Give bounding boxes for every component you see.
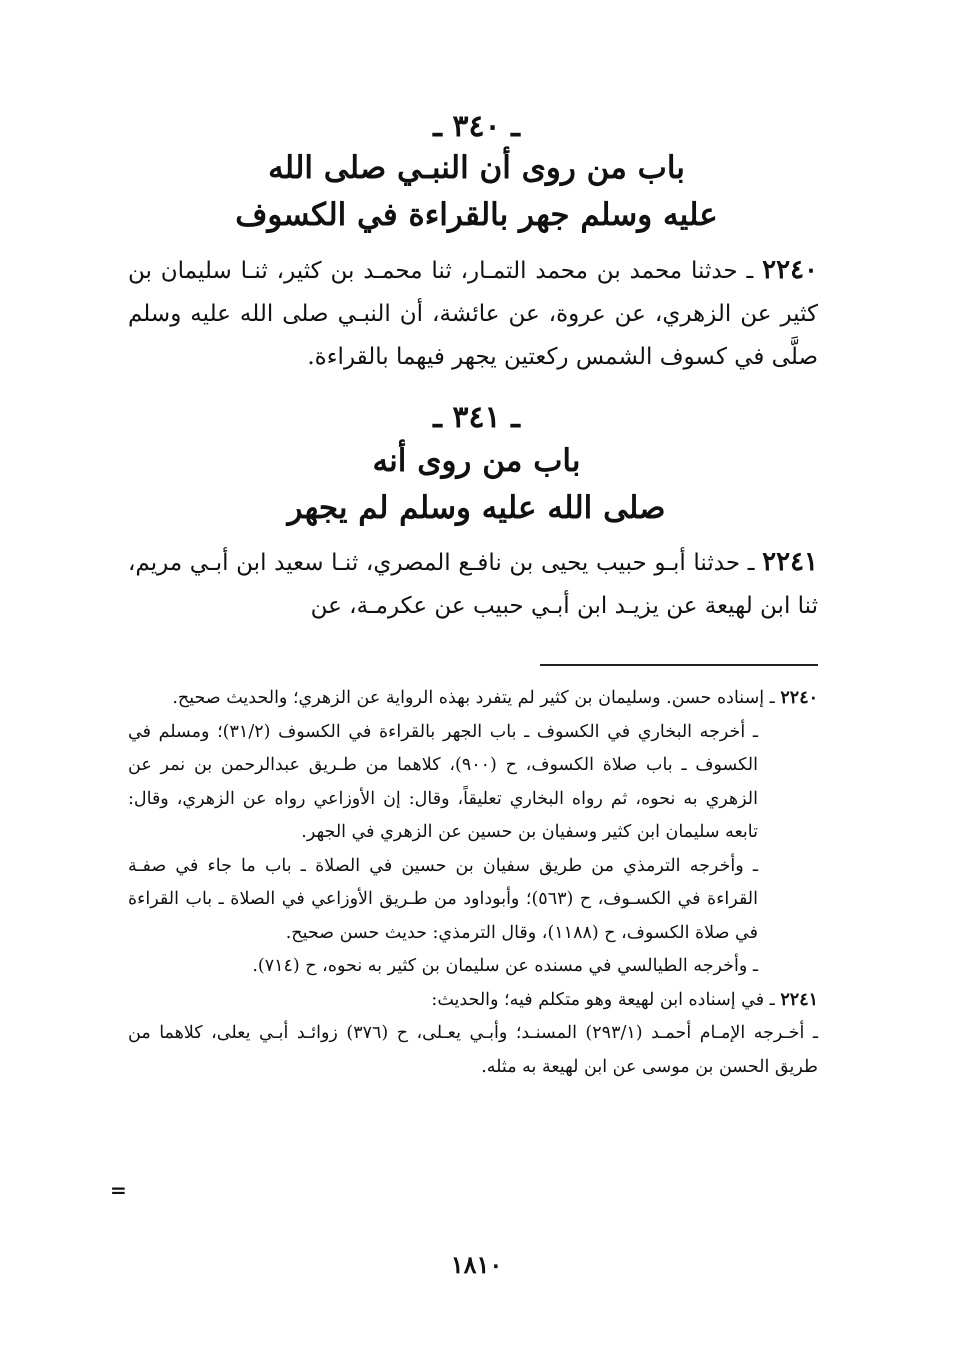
continuation-mark: = <box>110 1178 127 1202</box>
page-number: ١٨١٠ <box>450 1250 503 1279</box>
section-number: ـ ٣٤١ ـ <box>433 400 520 435</box>
footnote-text: ـ أخرجه البخاري في الكسوف ـ باب الجهر بالقراءة في الكسوف (٣١/٢)؛ ومسلم في الكسوف ـ باب صلاة الكسوف، ح (٩٠٠)، كلاهما من طـريق عبدالرحمن بن نمر عن الزهري به نحوه، ثم رواه البخاري تعليقاً، وقال: إن الأوزاعي رواه عن الزهري، وقال: تابعه سليمان ابن كثير وسفيان بن حسين عن الزهري في الجهر. <box>128 721 758 842</box>
footnote-text: ـ وأخرجه الترمذي من طريق سفيان بن حسين في الصلاة ـ باب ما جاء في صفـة القراءة في الكسـوف، ح (٥٦٣)؛ وأبوداود من طـريق الأوزاعي في الصلاة ـ باب القراءة في صلاة الكسوف، ح (١١٨٨)، وقال الترمذي: حديث حسن صحيح. <box>128 855 758 943</box>
section-title-line: باب من روى أنه <box>372 443 581 479</box>
hadith-paragraph <box>128 541 818 628</box>
footnote-separator <box>540 664 818 666</box>
section-title-line: عليه وسلم جهر بالقراءة في الكسوف <box>235 197 718 233</box>
hadith-text: ـ حدثنا محمد بن محمد التمـار، ثنا محمـد بن كثير، ثنـا سليمان بن كثير عن الزهري، عن عروة، عن عائشة، أن النبـي صلى الله عليه وسلم صلَّى في كسوف الشمس ركعتين يجهر فيهما بالقراءة. <box>128 258 818 370</box>
footnote-text: ـ أخـرجه الإمـام أحمـد (٢٩٣/١) المسنـد؛ وأبـي يعـلى، ح (٣٧٦) زوائـد أبـي يعلى، كلاهما من طريق الحسن بن موسى عن ابن لهيعة به مثله. <box>128 1023 818 1077</box>
footnote-number: ٢٢٤١ <box>780 989 818 1010</box>
section-title-line: صلى الله عليه وسلم لم يجهر <box>287 490 666 526</box>
section-title-line: باب من روى أن النبـي صلى الله <box>268 150 685 186</box>
footnote-line <box>128 984 818 1018</box>
hadith-paragraph <box>128 249 818 379</box>
hadith-number: ٢٢٤٠ <box>762 255 818 285</box>
footnote-text: ـ وأخرجه الطيالسي في مسنده عن سليمان بن كثير به نحوه، ح (٧١٤). <box>252 956 758 976</box>
footnote-text: ـ إسناده حسن. وسليمان بن كثير لم يتفرد بهذه الرواية عن الزهري؛ والحديث صحيح. <box>172 688 775 708</box>
footnote-text: ـ في إسناده ابن لهيعة وهو متكلم فيه؛ والحديث: <box>431 989 775 1010</box>
footnote-number: ٢٢٤٠ <box>780 688 818 708</box>
hadith-text: ـ حدثنا أبـو حبيب يحيى بن نافـع المصري، ثنـا سعيد ابن أبـي مريم، ثنا ابن لهيعة عن يزيـد ابن أبـي حبيب عن عكرمـة، عن <box>128 550 818 619</box>
footnote-line <box>128 682 818 716</box>
hadith-number: ٢٢٤١ <box>762 547 818 577</box>
footnote-block <box>128 682 818 1084</box>
section-number: ـ ٣٤٠ ـ <box>433 109 520 144</box>
